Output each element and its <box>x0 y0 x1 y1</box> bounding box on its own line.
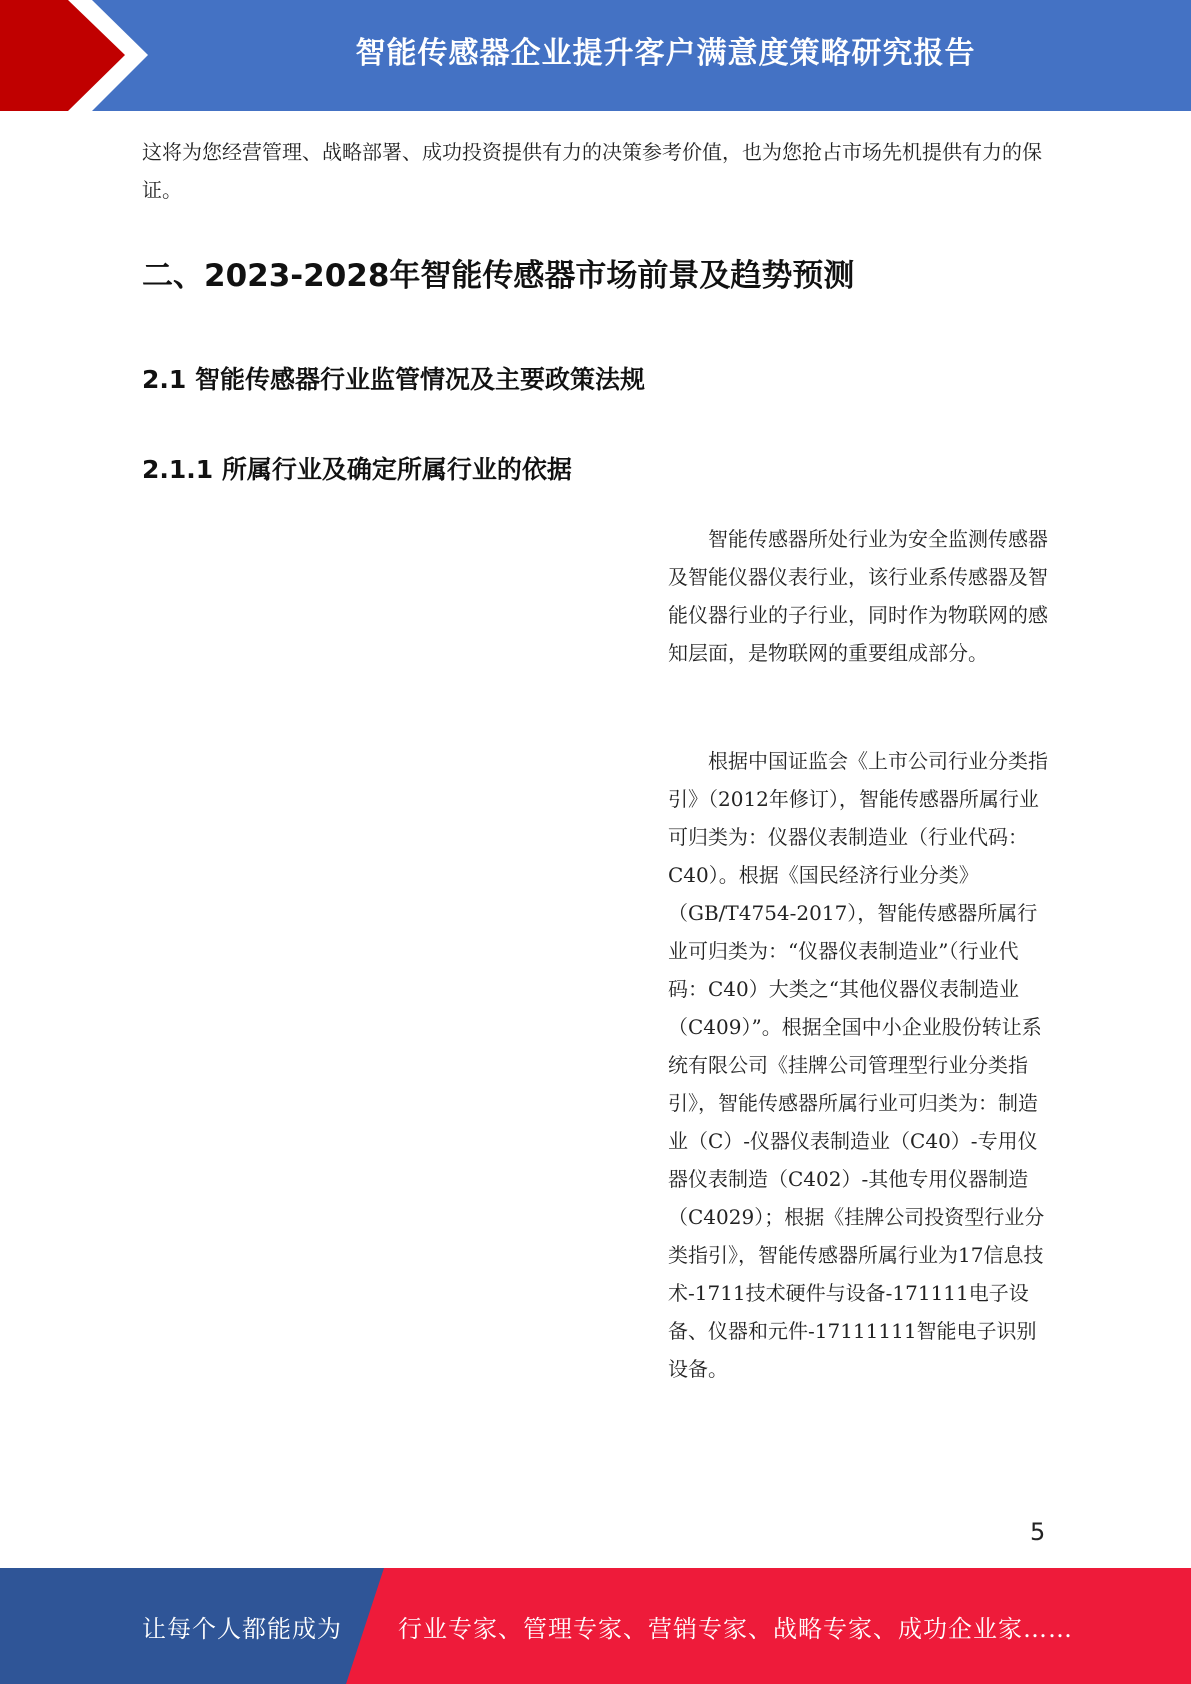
page-number: 5 <box>1030 1518 1046 1546</box>
footer-slogan-left: 让每个人都能成为 <box>142 1614 342 1643</box>
sub-section-heading: 2.1 智能传感器行业监管情况及主要政策法规 <box>142 365 645 394</box>
body-paragraph-2: 根据中国证监会《上市公司行业分类指引》（2012年修订），智能传感器所属行业可归类为：仪器仪表制造业（行业代码：C40）。根据《国民经济行业分类》（GB/T4754-2017），智能传感器所属行业可归类为：“仪器仪表制造业”（行业代码：C40）大类之“其他仪器仪表制造业（C409）”。根据全国中小企业股份转让系统有限公司《挂牌公司管理型行业分类指引》，智能传感器所属行业可归类为：制造业（C）-仪器仪表制造业（C40）-专用仪器仪表制造（C402）-其他专用仪器制造（C4029）；根据《挂牌公司投资型行业分类指引》，智能传感器所属行业为17信息技术-1711技术硬件与设备-171111电子设备、仪器和元件-17111111智能电子识别设备。 <box>668 749 1048 1381</box>
section-heading: 二、2023-2028年智能传感器市场前景及趋势预测 <box>142 258 855 294</box>
intro-paragraph: 这将为您经营管理、战略部署、成功投资提供有力的决策参考价值，也为您抢占市场先机提供有力的保证。 <box>142 140 1042 202</box>
page-header <box>0 0 1191 111</box>
page-footer <box>0 1568 1191 1684</box>
report-title: 智能传感器企业提升客户满意度策略研究报告 <box>355 36 976 71</box>
body-paragraph-1: 智能传感器所处行业为安全监测传感器及智能仪器仪表行业，该行业系传感器及智能仪器行业的子行业，同时作为物联网的感知层面，是物联网的重要组成部分。 <box>668 527 1048 665</box>
sub-sub-section-heading: 2.1.1 所属行业及确定所属行业的依据 <box>142 455 572 484</box>
footer-slogan-right: 行业专家、管理专家、营销专家、战略专家、成功企业家…… <box>398 1614 1073 1643</box>
